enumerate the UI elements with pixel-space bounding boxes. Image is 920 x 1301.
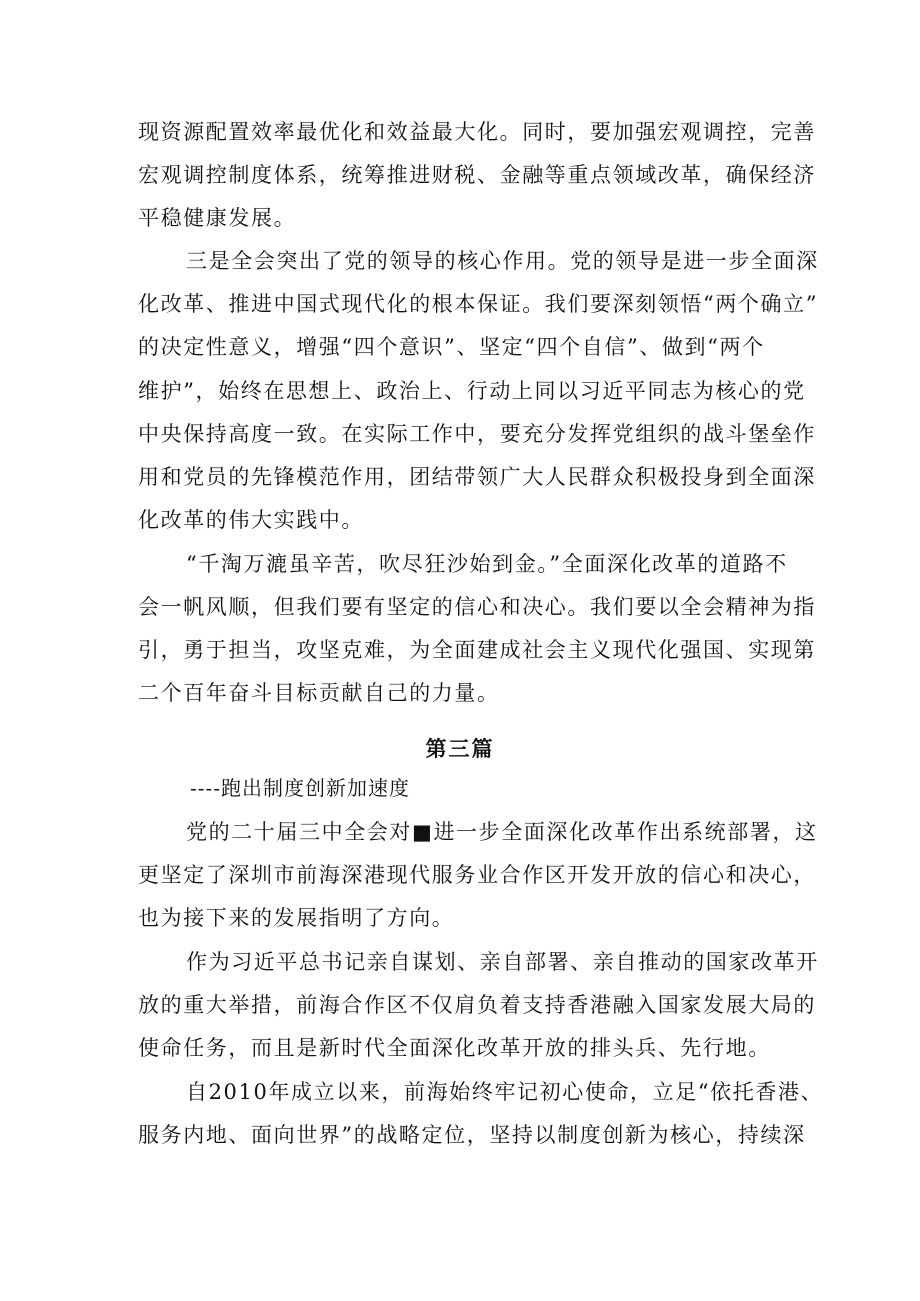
chapter-subtitle: ----跑出制度创新加速度	[190, 776, 411, 800]
paragraph-line: 引，勇于担当，攻坚克难，为全面建成社会主义现代化强国、实现第	[138, 638, 816, 662]
paragraph-line: 平稳健康发展。	[138, 206, 297, 230]
paragraph-line: 更坚定了深圳市前海深港现代服务业合作区开发开放的信心和决心，	[138, 863, 816, 887]
paragraph-line: 化改革的伟大实践中。	[138, 508, 364, 532]
paragraph-line: 维护”，始终在思想上、政治上、行动上同以习近平同志为核心的党	[138, 379, 806, 403]
chapter-title: 第三篇	[425, 736, 495, 761]
paragraph-first-line: “千淘万漉虽辛苦，吹尽狂沙始到金。”全面深化改革的道路不	[186, 552, 788, 576]
paragraph-line: 服务内地、面向世界”的战略定位，坚持以制度创新为核心，持续深	[138, 1123, 806, 1147]
paragraph-line: 放的重大举措，前海合作区不仅肩负着支持香港融入国家发展大局的	[138, 993, 816, 1017]
paragraph-first-line: 三是全会突出了党的领导的核心作用。党的领导是进一步全面深	[186, 249, 819, 273]
paragraph-line: 的决定性意义，增强“四个意识”、坚定“四个自信”、做到“两个	[138, 335, 765, 359]
paragraph-line: 宏观调控制度体系，统筹推进财税、金融等重点领域改革，确保经济	[138, 163, 816, 187]
paragraph-line: 二个百年奋斗目标贡献自己的力量。	[138, 681, 500, 705]
paragraph-line: 现资源配置效率最优化和效益最大化。同时，要加强宏观调控，完善	[138, 120, 816, 144]
paragraph-first-line: 党的二十届三中全会对■进一步全面深化改革作出系统部署，这	[186, 820, 818, 844]
paragraph-line: 化改革、推进中国式现代化的根本保证。我们要深刻领悟“两个确立”	[138, 292, 819, 316]
paragraph-line: 使命任务，而且是新时代全面深化改革开放的排头兵、先行地。	[138, 1036, 771, 1060]
paragraph-line: 也为接下来的发展指明了方向。	[138, 906, 455, 930]
paragraph-line: 用和党员的先锋模范作用，团结带领广大人民群众积极投身到全面深	[138, 465, 816, 489]
paragraph-first-line: 自2010年成立以来，前海始终牢记初心使命，立足“依托香港、	[186, 1080, 824, 1104]
paragraph-line: 中央保持高度一致。在实际工作中，要充分发挥党组织的战斗堡垒作	[138, 422, 816, 446]
paragraph-line: 会一帆风顺，但我们要有坚定的信心和决心。我们要以全会精神为指	[138, 595, 816, 619]
paragraph-first-line: 作为习近平总书记亲自谋划、亲自部署、亲自推动的国家改革开	[186, 950, 819, 974]
